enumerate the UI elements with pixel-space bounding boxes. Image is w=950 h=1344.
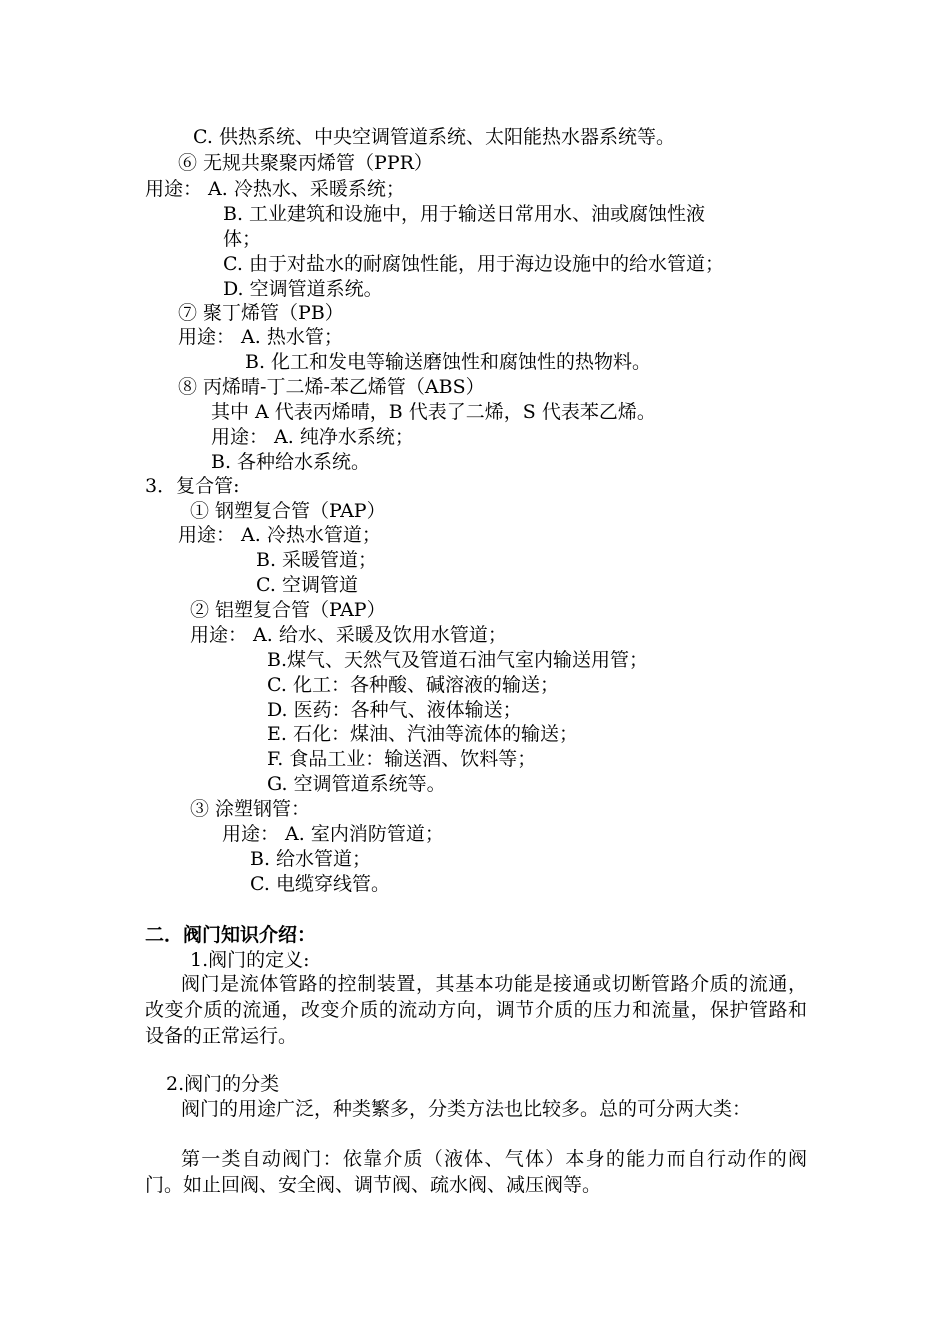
text-line: B. 工业建筑和设施中，用于输送日常用水、油或腐蚀性液 — [223, 203, 706, 225]
paragraph: 阀门是流体管路的控制装置，其基本功能是接通或切断管路介质的流通，改变介质的流通，改变介质的流动方向，调节介质的压力和流量，保护管路和设备的正常运行。 — [145, 973, 807, 1047]
text-line: D. 空调管道系统。 — [223, 278, 383, 300]
text-line: F. 食品工业：输送酒、饮料等； — [267, 748, 537, 770]
text-line: 用途： A. 纯净水系统； — [211, 426, 414, 448]
text-line: 体； — [223, 228, 262, 250]
text-line: ③ 涂塑钢管： — [190, 798, 311, 820]
subheading: 2.阀门的分类 — [166, 1073, 280, 1095]
section-heading: 3．复合管: — [145, 475, 240, 497]
text-line: 用途： A. 给水、采暖及饮用水管道； — [190, 624, 507, 646]
text-line: C. 化工：各种酸、碱溶液的输送； — [267, 674, 559, 696]
text-line: B. 给水管道； — [250, 848, 372, 870]
section-heading: 二．阀门知识介绍： — [145, 924, 317, 946]
text-line: ⑧ 丙烯晴-丁二烯-苯乙烯管（ABS） — [178, 376, 485, 398]
text-line: C. 供热系统、中央空调管道系统、太阳能热水器系统等。 — [193, 126, 675, 148]
text-line: B. 采暖管道； — [256, 549, 378, 571]
text-line: C. 由于对盐水的耐腐蚀性能，用于海边设施中的给水管道； — [223, 253, 724, 275]
text-line: D. 医药：各种气、液体输送； — [267, 699, 522, 721]
text-line: B. 化工和发电等输送磨蚀性和腐蚀性的热物料。 — [245, 351, 652, 373]
text-line: C. 电缆穿线管。 — [250, 873, 390, 895]
text-line: ② 铝塑复合管（PAP） — [190, 599, 386, 621]
text-line: ⑦ 聚丁烯管（PB） — [178, 302, 344, 324]
text-line: 其中 A 代表丙烯晴，B 代表了二烯，S 代表苯乙烯。 — [211, 401, 656, 423]
text-line: ⑥ 无规共聚聚丙烯管（PPR） — [178, 152, 433, 174]
text-line: B.煤气、天然气及管道石油气室内输送用管； — [267, 649, 649, 671]
text-line: G. 空调管道系统等。 — [267, 773, 446, 795]
paragraph: 第一类自动阀门：依靠介质（液体、气体）本身的能力而自行动作的阀门。如止回阀、安全阀、调节阀、疏水阀、减压阀等。 — [145, 1148, 807, 1196]
paragraph: 阀门的用途广泛，种类繁多，分类方法也比较多。总的可分两大类： — [181, 1098, 752, 1120]
text-line: ① 钢塑复合管（PAP） — [190, 500, 386, 522]
text-line: 用途： A. 冷热水管道； — [178, 524, 381, 546]
text-line: 用途： A. 冷热水、采暖系统； — [145, 178, 405, 200]
text-line: B. 各种给水系统。 — [211, 451, 371, 473]
text-line: 用途： A. 热水管； — [178, 326, 343, 348]
text-line: E. 石化：煤油、汽油等流体的输送； — [267, 723, 578, 745]
text-line: 用途： A. 室内消防管道； — [222, 823, 444, 845]
text-line: C. 空调管道 — [256, 574, 358, 596]
subheading: 1.阀门的定义: — [190, 949, 310, 971]
